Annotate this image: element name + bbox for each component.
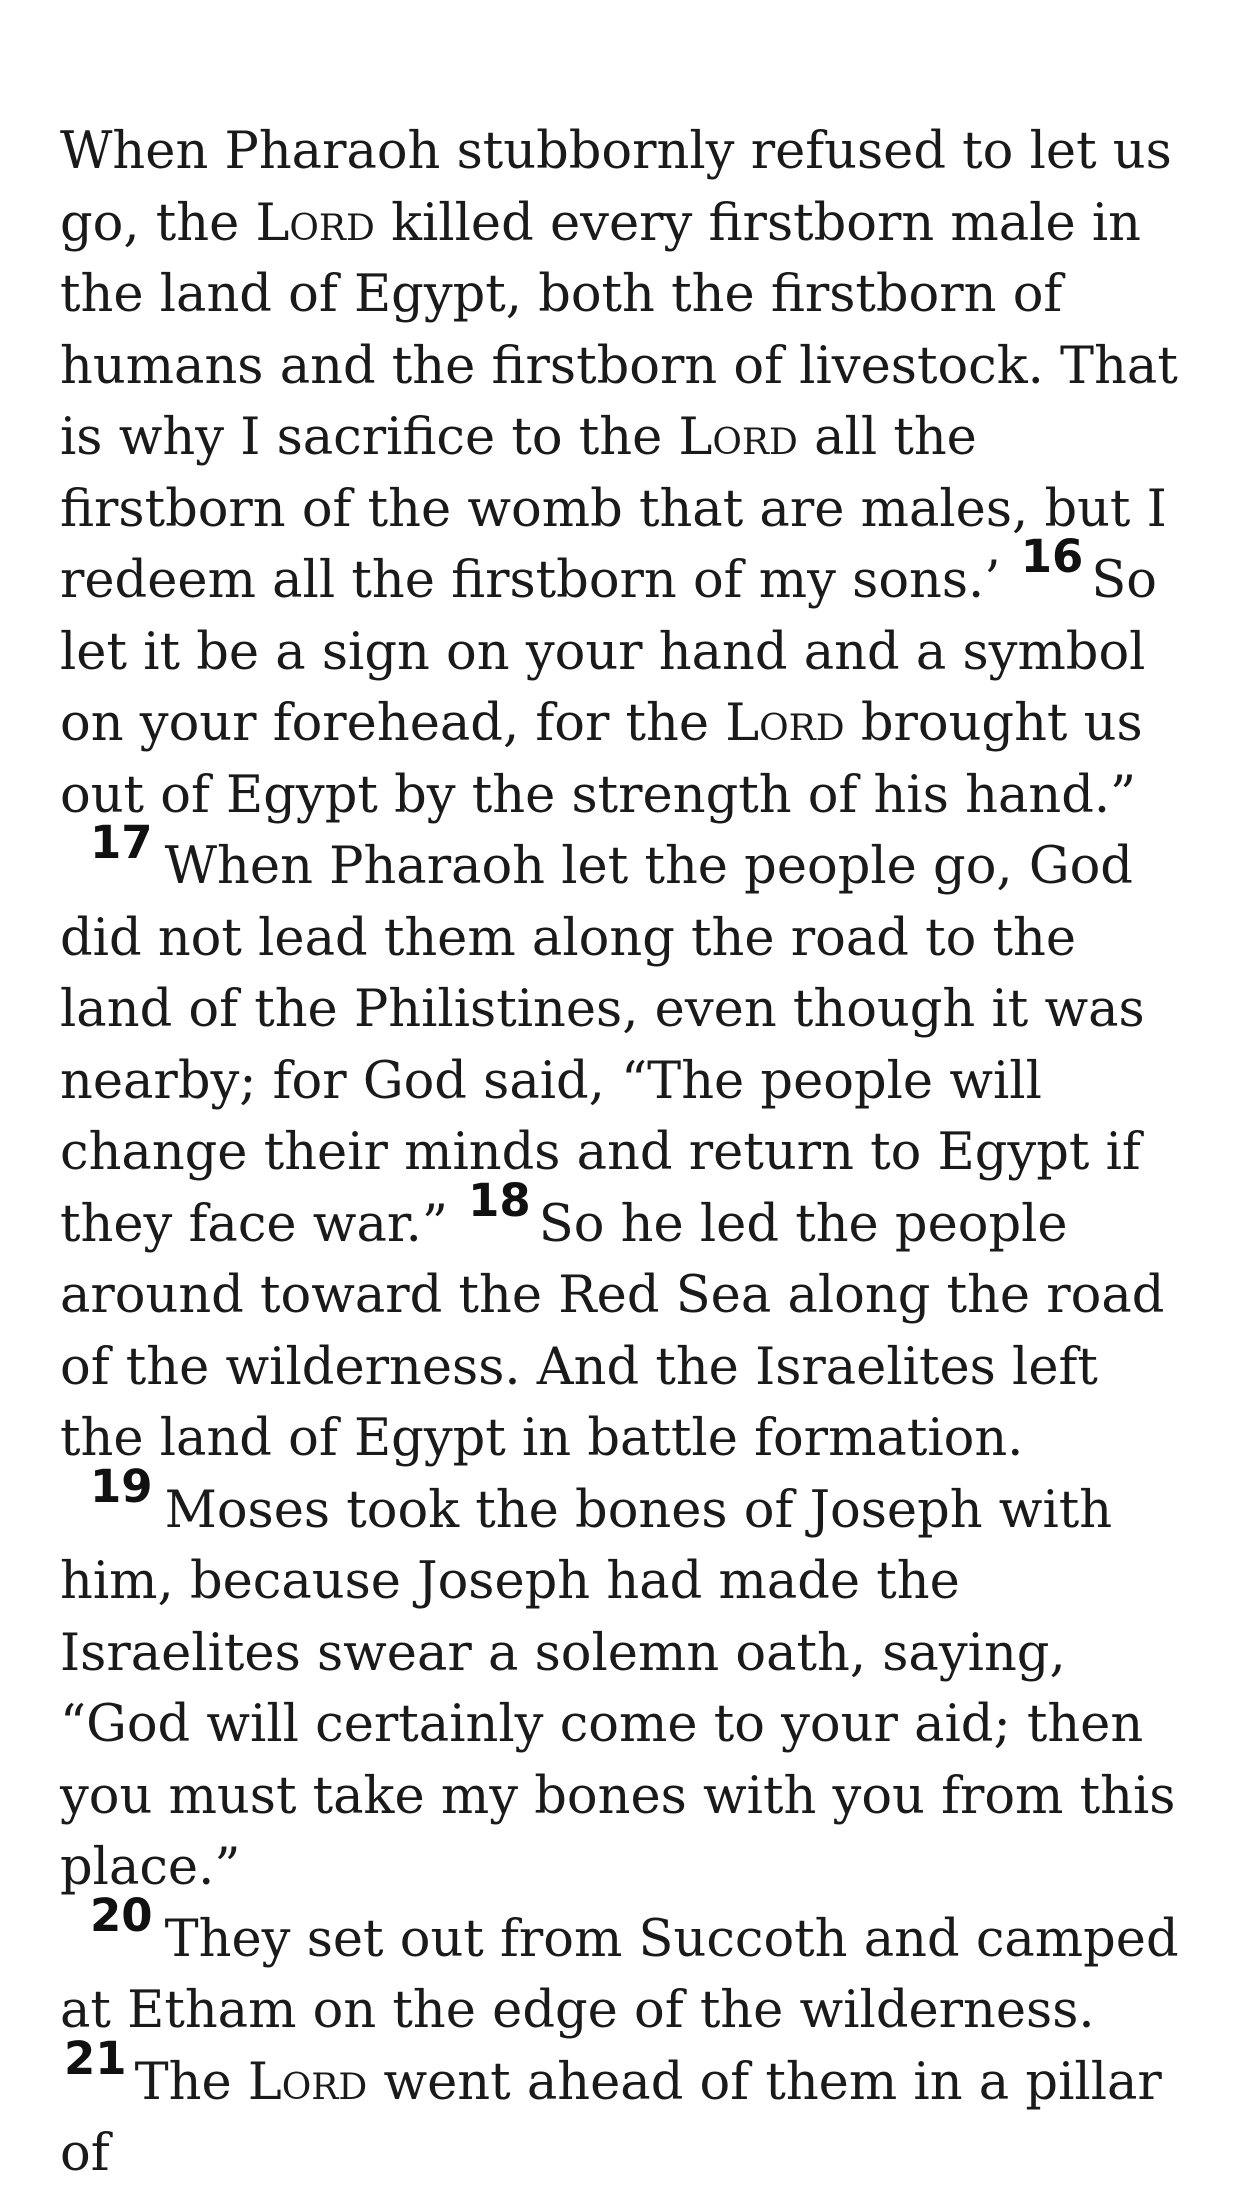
verse-text: When Pharaoh let the people go, God did not lead them along the road to the land of the Philistines, even though it was nearby; for God said, “The people will change their minds and return to Egypt if they face war.”	[60, 837, 1145, 1254]
paragraph-verse-19	[60, 1459, 1190, 1904]
verse-number-17[interactable]: 17	[90, 816, 153, 870]
verse-text: killed every firstborn male in the land of Egypt, both the firstborn of humans and the firstborn of livestock. That is why I sacrifice to the	[60, 193, 1178, 467]
verse-text: brought us out of Egypt by the strength of his hand.”	[60, 694, 1143, 825]
verse-number-20[interactable]: 20	[90, 1888, 153, 1942]
paragraph-verses-15-16	[60, 116, 1190, 831]
paragraph-verses-20-21	[60, 1888, 1190, 2190]
verse-text: So he led the people around toward the Red Sea along the road of the wilderness. And the Israelites left the land of Egypt in battle formation.	[60, 1194, 1165, 1468]
verse-text: all the firstborn of the womb that are males, but I redeem all the firstborn of my sons.’	[60, 408, 1167, 610]
divine-name-lord: Lord	[678, 408, 798, 467]
divine-name-lord: Lord	[247, 2052, 368, 2112]
verse-text: So let it be a sign on your hand and a symbol on your forehead, for the	[60, 551, 1157, 753]
verse-number-16[interactable]: 16	[1020, 530, 1084, 584]
divine-name-lord: Lord	[255, 193, 375, 253]
paragraph-verses-17-18	[60, 816, 1190, 1475]
reader-page	[60, 116, 1190, 2190]
verse-text: Moses took the bones of Joseph with him, because Joseph had made the Israelites swear a solemn oath, saying, “God will certainly come to your aid; then you must take my bones with you from this place.”	[60, 1480, 1176, 1897]
verse-text: When Pharaoh stubbornly refused to let us go, the	[60, 122, 1172, 253]
verse-text: They set out from Succoth and camped at Etham on the edge of the wilderness.	[60, 1909, 1179, 2040]
verse-number-19[interactable]: 19	[90, 1459, 153, 1513]
verse-text: went ahead of them in a pillar of	[60, 2052, 1162, 2183]
divine-name-lord: Lord	[725, 694, 845, 753]
verse-number-21[interactable]: 21	[64, 2031, 127, 2085]
verse-text: The	[134, 2052, 248, 2112]
verse-number-18[interactable]: 18	[468, 1173, 531, 1227]
